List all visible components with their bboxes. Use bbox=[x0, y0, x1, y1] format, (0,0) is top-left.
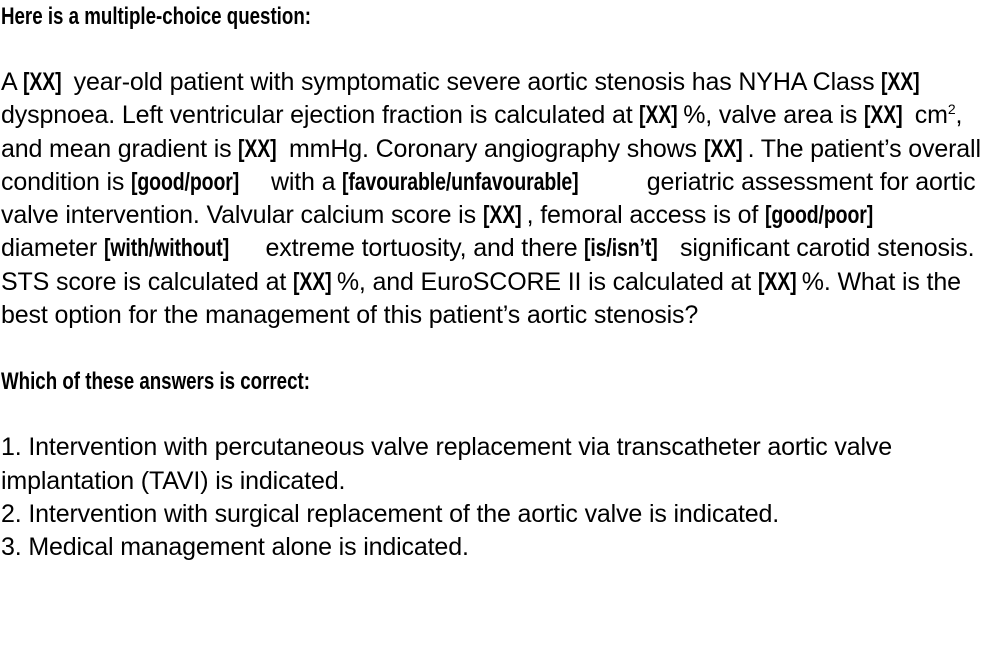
spacer bbox=[1, 33, 981, 66]
answer-option-1: 1. Intervention with percutaneous valve replacement via transcatheter aortic valve implantation (TAVI) is indicated. bbox=[1, 433, 892, 495]
placeholder-mean-gradient: [XX] bbox=[238, 134, 277, 163]
question-text-segment: %, and EuroSCORE II is calculated at bbox=[336, 267, 758, 296]
question-text-segment: geriatric assessment for aortic valve intervention. Valvular calcium score is bbox=[1, 167, 976, 230]
placeholder-angiography: [XX] bbox=[703, 134, 743, 163]
placeholder-calcium-score: [XX] bbox=[482, 201, 522, 230]
answer-option-2: 2. Intervention with surgical replacement of the aortic valve is indicated. bbox=[1, 499, 780, 528]
question-text-segment: %, valve area is bbox=[683, 101, 865, 130]
spacer bbox=[1, 398, 981, 431]
superscript-two: 2 bbox=[947, 101, 956, 118]
answers-heading: Which of these answers is correct: bbox=[1, 368, 310, 396]
answer-option-3: 3. Medical management alone is indicated. bbox=[1, 533, 469, 562]
question-text-segment: %. What is the best option for the management of this patient’s aortic stenosis? bbox=[1, 267, 961, 330]
placeholder-femoral-access: [good/poor] bbox=[764, 201, 874, 230]
question-heading: Here is a multiple-choice question: bbox=[1, 3, 311, 30]
question-text bbox=[1, 66, 981, 332]
placeholder-sts-score: [XX] bbox=[292, 267, 332, 296]
placeholder-carotid: [is/isn’t] bbox=[584, 234, 658, 263]
question-text-segment: . The patient’s overall condition is bbox=[1, 134, 981, 196]
placeholder-condition: [good/poor] bbox=[131, 167, 240, 196]
question-text-segment: , and mean gradient is bbox=[1, 101, 963, 163]
question-text-segment: with a bbox=[264, 167, 343, 196]
placeholder-valve-area: [XX] bbox=[864, 101, 903, 130]
question-text-segment: , femoral access is of bbox=[526, 201, 765, 230]
question-text-segment: A bbox=[1, 68, 23, 96]
question-text-segment: significant carotid stenosis. STS score is calculated at bbox=[1, 234, 975, 296]
spacer bbox=[1, 332, 981, 365]
placeholder-tortuosity: [with/without] bbox=[103, 234, 229, 263]
placeholder-age: [XX] bbox=[22, 68, 62, 96]
placeholder-euroscore: [XX] bbox=[757, 267, 797, 296]
placeholder-lvef: [XX] bbox=[639, 101, 678, 130]
question-text-segment: mmHg. Coronary angiography shows bbox=[282, 134, 704, 163]
question-text-segment: diameter bbox=[1, 234, 104, 263]
question-text-segment: extreme tortuosity, and there bbox=[258, 234, 585, 263]
question-text-segment: dyspnoea. Left ventricular ejection fraction is calculated at bbox=[1, 101, 640, 130]
question-text-segment: cm bbox=[907, 101, 948, 130]
placeholder-nyha-class: [XX] bbox=[881, 68, 920, 96]
document bbox=[1, 0, 981, 565]
placeholder-geriatric-assessment: [favourable/unfavourable] bbox=[342, 167, 579, 196]
question-text-segment: year-old patient with symptomatic severe aortic stenosis has NYHA Class bbox=[66, 68, 882, 96]
answer-list bbox=[1, 431, 981, 564]
